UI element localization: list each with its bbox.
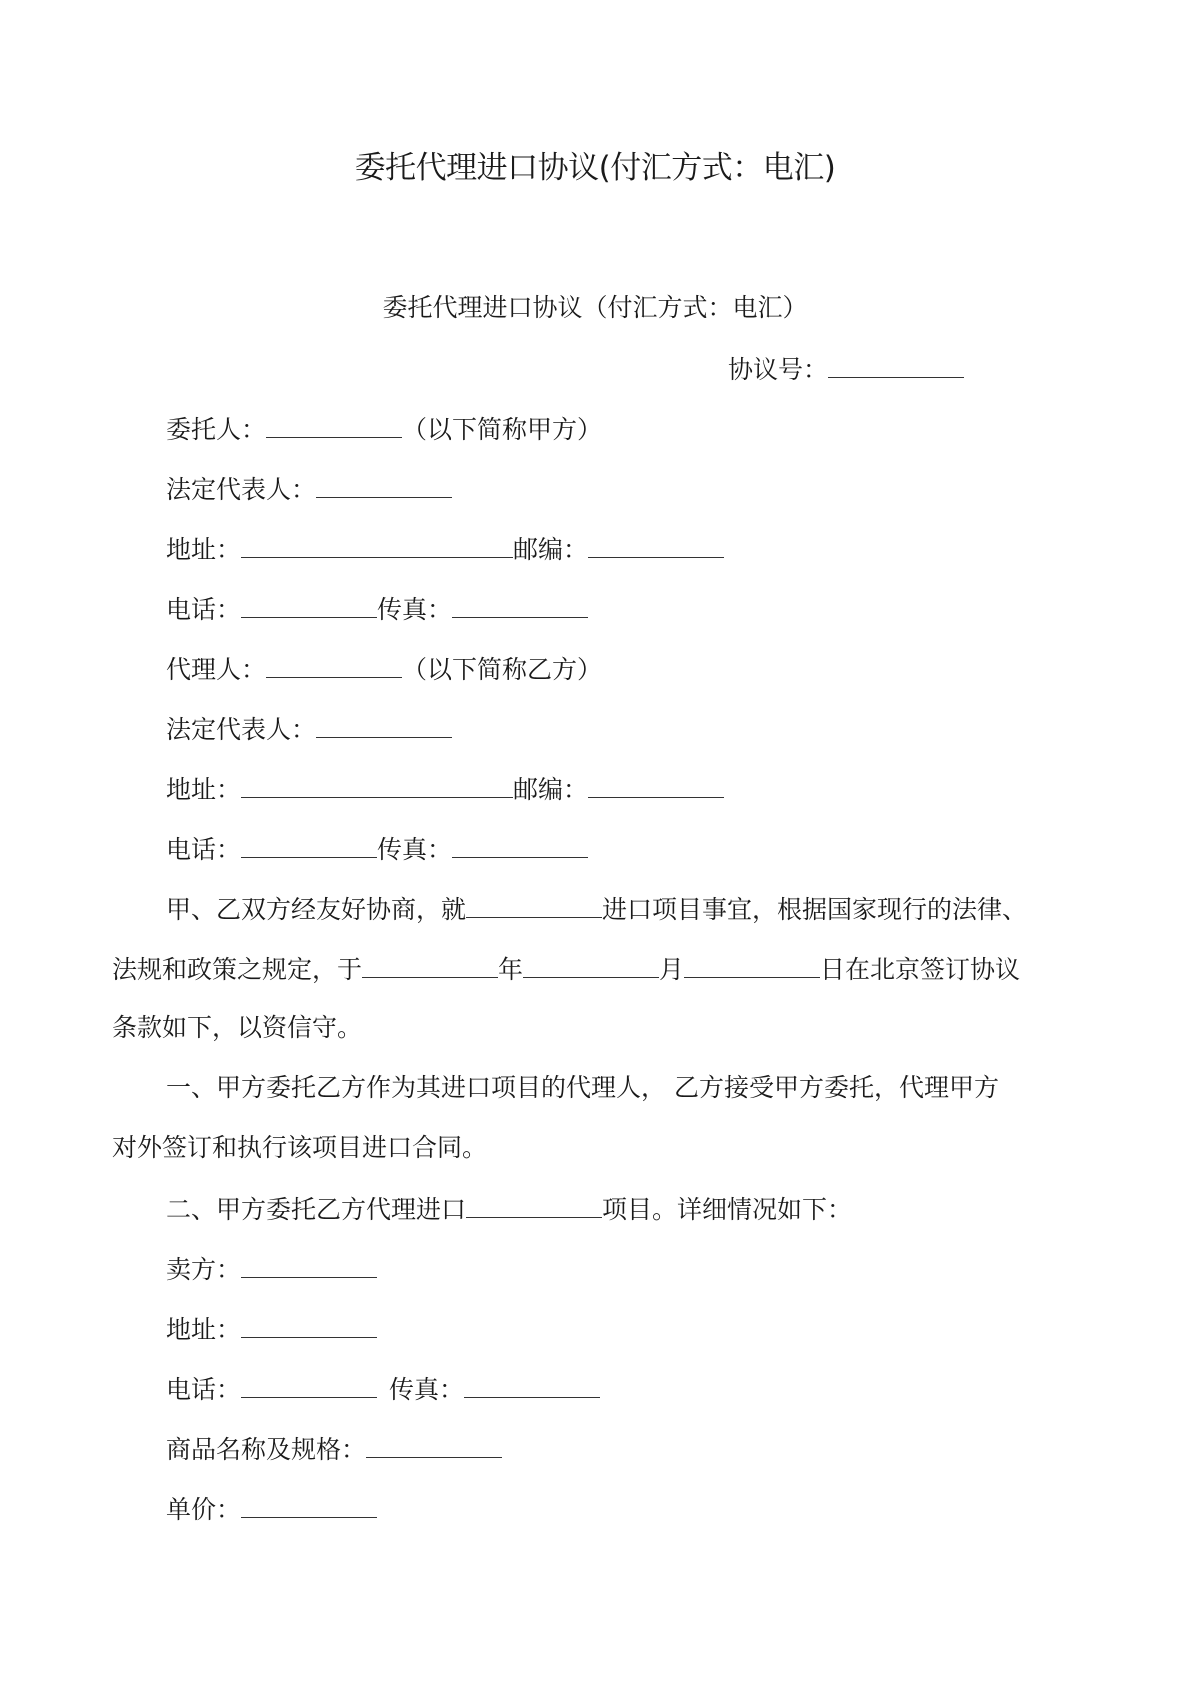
party-a-rep-label: 法定代表人： — [166, 475, 317, 504]
seller-blank — [241, 1255, 377, 1278]
party-b-rep-blank — [316, 715, 452, 738]
seller-phone-label: 电话： — [166, 1375, 242, 1404]
party-a-fax-label: 传真： — [377, 595, 453, 624]
party-b-fax-label: 传真： — [377, 835, 453, 864]
clause-2-project-blank — [466, 1195, 602, 1218]
seller-fax-label: 传真： — [389, 1375, 465, 1404]
party-b-postcode-blank — [588, 775, 724, 798]
party-b-address-blank — [241, 775, 513, 798]
unit-price-line — [166, 1495, 377, 1522]
clause-1-line-2 — [112, 1135, 487, 1160]
party-a-phone-label: 电话： — [166, 595, 242, 624]
party-a-fax-blank — [452, 595, 588, 618]
document-subtitle: 委托代理进口协议（付汇方式：电汇） — [382, 293, 808, 322]
preamble-text-3: 条款如下，以资信守。 — [112, 1013, 363, 1042]
party-a-phone-blank — [241, 595, 377, 618]
party-b-rep-line — [166, 715, 452, 742]
clause-2-text-1b: 项目。详细情况如下： — [602, 1195, 853, 1224]
seller-fax-blank — [464, 1375, 600, 1398]
party-a-blank — [266, 415, 402, 438]
goods-label: 商品名称及规格： — [166, 1435, 367, 1464]
preamble-year-label: 年 — [498, 955, 524, 984]
party-b-address-line — [166, 775, 724, 802]
seller-label: 卖方： — [166, 1255, 242, 1284]
goods-blank — [366, 1435, 502, 1458]
preamble-line-2 — [112, 955, 1020, 982]
party-b-phone-blank — [241, 835, 377, 858]
clause-2-line-1 — [166, 1195, 852, 1222]
clause-1-line-1 — [166, 1075, 999, 1100]
party-a-address-blank — [241, 535, 513, 558]
seller-phone-line — [166, 1375, 600, 1402]
agreement-number-line — [728, 355, 964, 382]
party-a-line — [166, 415, 602, 442]
seller-phone-blank — [241, 1375, 377, 1398]
unit-price-label: 单价： — [166, 1495, 242, 1524]
clause-1-text-2: 对外签订和执行该项目进口合同。 — [112, 1133, 488, 1162]
preamble-text-1b: 进口项目事宜，根据国家现行的法律、 — [602, 895, 1028, 924]
preamble-month-label: 月 — [659, 955, 685, 984]
preamble-day-label: 日在北京签订协议 — [820, 955, 1021, 984]
seller-address-label: 地址： — [166, 1315, 242, 1344]
party-b-rep-label: 法定代表人： — [166, 715, 317, 744]
party-b-fax-blank — [452, 835, 588, 858]
preamble-project-blank — [466, 895, 602, 918]
agreement-number-label: 协议号： — [728, 355, 829, 384]
party-b-postcode-label: 邮编： — [513, 775, 589, 804]
agreement-number-blank — [828, 355, 964, 378]
seller-address-line — [166, 1315, 377, 1342]
party-a-address-label: 地址： — [166, 535, 242, 564]
seller-address-blank — [241, 1315, 377, 1338]
party-b-suffix: （以下简称乙方） — [402, 655, 603, 684]
seller-line — [166, 1255, 377, 1282]
clause-1-text-1: 一、甲方委托乙方作为其进口项目的代理人， 乙方接受甲方委托，代理甲方 — [166, 1073, 999, 1102]
preamble-text-1a: 甲、乙双方经友好协商，就 — [166, 895, 467, 924]
party-a-label: 委托人： — [166, 415, 267, 444]
party-b-blank — [266, 655, 402, 678]
document-title: 委托代理进口协议(付汇方式：电汇) — [354, 150, 836, 186]
party-b-phone-line — [166, 835, 588, 862]
party-b-phone-label: 电话： — [166, 835, 242, 864]
party-b-address-label: 地址： — [166, 775, 242, 804]
party-b-label: 代理人： — [166, 655, 267, 684]
party-a-address-line — [166, 535, 724, 562]
party-a-postcode-blank — [588, 535, 724, 558]
preamble-month-blank — [523, 955, 659, 978]
party-a-rep-line — [166, 475, 452, 502]
party-a-phone-line — [166, 595, 588, 622]
goods-line — [166, 1435, 502, 1462]
clause-2-text-1a: 二、甲方委托乙方代理进口 — [166, 1195, 467, 1224]
party-b-line — [166, 655, 602, 682]
preamble-year-blank — [362, 955, 498, 978]
unit-price-blank — [241, 1495, 377, 1518]
preamble-line-3 — [112, 1015, 362, 1040]
party-a-suffix: （以下简称甲方） — [402, 415, 603, 444]
preamble-text-2a: 法规和政策之规定，于 — [112, 955, 363, 984]
preamble-day-blank — [684, 955, 820, 978]
preamble-line-1 — [166, 895, 1027, 922]
party-a-rep-blank — [316, 475, 452, 498]
party-a-postcode-label: 邮编： — [513, 535, 589, 564]
